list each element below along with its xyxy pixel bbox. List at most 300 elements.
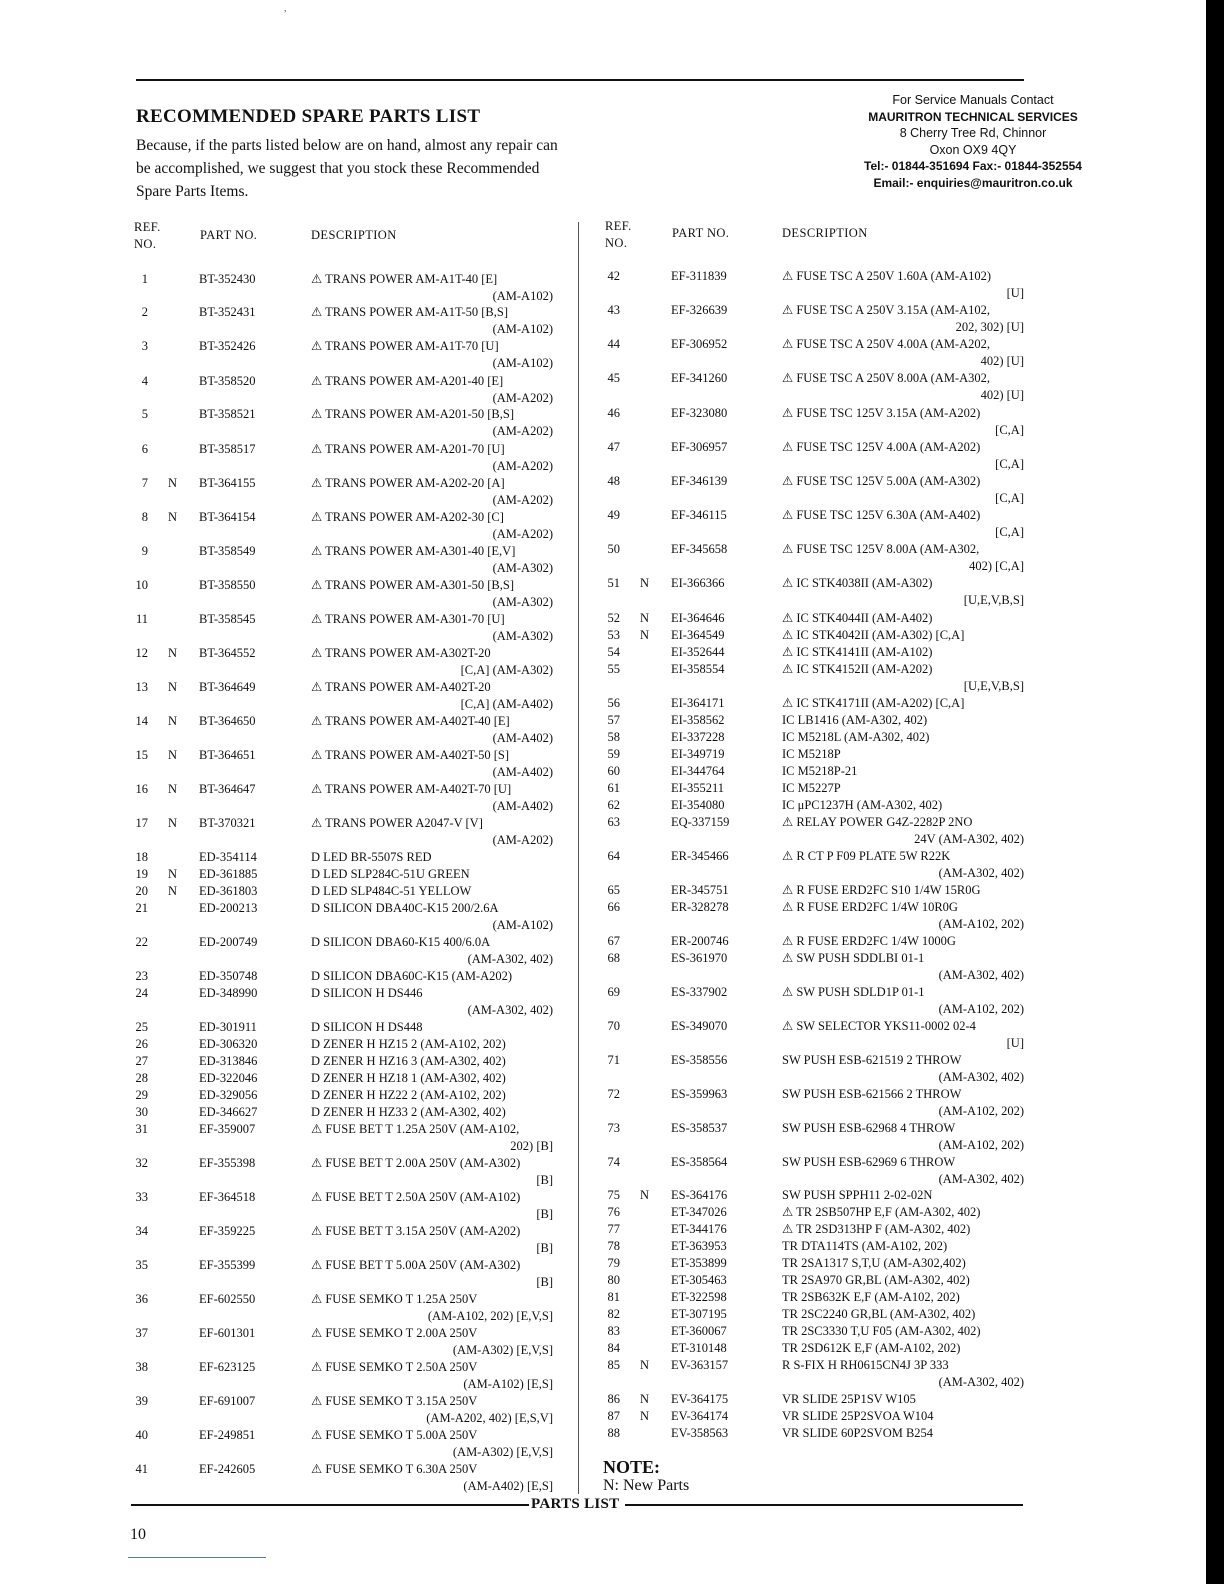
description-continued: (AM-A102) bbox=[492, 322, 553, 336]
part-number: EV-363157 bbox=[671, 1358, 729, 1372]
ref-number: 59 bbox=[607, 747, 620, 761]
description: ⚠ FUSE TSC A 250V 1.60A (AM-A102) bbox=[782, 269, 992, 283]
description-continued: (AM-A402) bbox=[492, 765, 553, 779]
part-number: EF-306952 bbox=[671, 337, 728, 351]
description-continued: (AM-A402) bbox=[492, 799, 553, 813]
part-number: ET-310148 bbox=[671, 1341, 727, 1355]
ref-number: 24 bbox=[135, 986, 148, 1000]
description: D SILICON DBA40C-K15 200/2.6A bbox=[311, 901, 499, 915]
description-continued: (AM-A302, 402) bbox=[467, 952, 553, 966]
ref-number: 58 bbox=[607, 730, 620, 744]
part-number: EV-358563 bbox=[671, 1426, 729, 1440]
description: IC LB1416 (AM-A302, 402) bbox=[782, 713, 928, 727]
part-number: EF-323080 bbox=[671, 406, 728, 420]
description: ⚠ TRANS POWER AM-A201-40 [E] bbox=[311, 374, 504, 388]
ref-number: 52 bbox=[607, 611, 620, 625]
ref-number: 75 bbox=[607, 1188, 620, 1202]
ref-number: 81 bbox=[607, 1290, 620, 1304]
description: D LED SLP484C-51 YELLOW bbox=[311, 884, 472, 898]
part-number: BT-364651 bbox=[199, 748, 256, 762]
description: ⚠ TRANS POWER AM-A201-50 [B,S] bbox=[311, 407, 515, 421]
ref-number: 67 bbox=[607, 934, 620, 948]
note-text: N: New Parts bbox=[603, 1477, 690, 1494]
right-part-header: PART NO. bbox=[672, 226, 730, 240]
ref-number: 20 bbox=[135, 884, 148, 898]
part-number: EF-355399 bbox=[199, 1258, 256, 1272]
description: ⚠ FUSE SEMKO T 6.30A 250V bbox=[311, 1462, 478, 1476]
part-number: EV-364175 bbox=[671, 1392, 729, 1406]
description-continued: [C,A] bbox=[995, 423, 1024, 437]
description-continued: [C,A] bbox=[995, 525, 1024, 539]
description: ⚠ FUSE SEMKO T 1.25A 250V bbox=[311, 1292, 478, 1306]
description: IC μPC1237H (AM-A302, 402) bbox=[782, 798, 943, 812]
description-continued: 202) [B] bbox=[510, 1139, 553, 1153]
description-continued: (AM-A302) bbox=[492, 561, 553, 575]
description: D ZENER H HZ22 2 (AM-A102, 202) bbox=[311, 1088, 506, 1102]
contact-company: MAURITRON TECHNICAL SERVICES bbox=[868, 109, 1078, 124]
ref-number: 19 bbox=[135, 867, 148, 881]
part-number: BT-370321 bbox=[199, 816, 256, 830]
description: ⚠ FUSE TSC A 250V 3.15A (AM-A102, bbox=[782, 303, 991, 317]
description: ⚠ IC STK4042II (AM-A302) [C,A] bbox=[782, 628, 965, 642]
part-number: EF-623125 bbox=[199, 1360, 256, 1374]
description: ⚠ FUSE TSC A 250V 4.00A (AM-A202, bbox=[782, 337, 991, 351]
description-continued: [B] bbox=[536, 1207, 553, 1221]
ref-number: 43 bbox=[607, 303, 620, 317]
description-continued: (AM-A202) bbox=[492, 833, 553, 847]
ref-number: 7 bbox=[141, 476, 148, 490]
ref-header-line1: REF. bbox=[134, 220, 161, 234]
ref-number: 44 bbox=[607, 337, 620, 351]
description-continued: [B] bbox=[536, 1173, 553, 1187]
part-number: EI-364549 bbox=[671, 628, 725, 642]
ref-number: 11 bbox=[135, 612, 148, 626]
right-desc-header: DESCRIPTION bbox=[782, 226, 868, 240]
description: D SILICON DBA60-K15 400/6.0A bbox=[311, 935, 491, 949]
description: ⚠ TRANS POWER AM-A402T-70 [U] bbox=[311, 782, 512, 796]
description: D ZENER H HZ33 2 (AM-A302, 402) bbox=[311, 1105, 506, 1119]
description-continued: 402) [U] bbox=[980, 354, 1024, 368]
part-number: EI-352644 bbox=[671, 645, 725, 659]
ref-number: 55 bbox=[607, 662, 620, 676]
left-ref-header bbox=[134, 219, 161, 253]
part-number: ED-313846 bbox=[199, 1054, 258, 1068]
description-continued: [U,E,V,B,S] bbox=[963, 679, 1024, 693]
new-marker: N bbox=[168, 646, 178, 660]
description-continued: [C,A] (AM-A402) bbox=[460, 697, 553, 711]
ref-number: 47 bbox=[607, 440, 620, 454]
description: SW PUSH ESB-621566 2 THROW bbox=[782, 1087, 962, 1101]
new-marker: N bbox=[168, 816, 178, 830]
blue-underline bbox=[128, 1557, 266, 1558]
contact-phone: Tel:- 01844-351694 Fax:- 01844-352554 bbox=[864, 159, 1082, 173]
description-continued: [B] bbox=[536, 1275, 553, 1289]
description: ⚠ FUSE TSC 125V 6.30A (AM-A402) bbox=[782, 508, 981, 522]
ref-number: 66 bbox=[607, 900, 620, 914]
ref-number: 18 bbox=[135, 850, 148, 864]
ref-number: 26 bbox=[135, 1037, 148, 1051]
ref-number: 6 bbox=[141, 442, 148, 456]
part-number: EF-359225 bbox=[199, 1224, 256, 1238]
description: ⚠ IC STK4141II (AM-A102) bbox=[782, 645, 933, 659]
description: IC M5218P-21 bbox=[782, 764, 858, 778]
part-number: BT-352430 bbox=[199, 272, 256, 286]
part-number: EF-346139 bbox=[671, 474, 728, 488]
description: ⚠ TRANS POWER AM-A301-70 [U] bbox=[311, 612, 505, 626]
part-number: ED-306320 bbox=[199, 1037, 258, 1051]
part-number: ET-307195 bbox=[671, 1307, 727, 1321]
part-number: BT-352431 bbox=[199, 305, 256, 319]
part-number: EI-364646 bbox=[671, 611, 725, 625]
description-continued: (AM-A302, 402) bbox=[938, 1070, 1024, 1084]
description-continued: [U] bbox=[1006, 286, 1024, 300]
ref-number: 57 bbox=[607, 713, 620, 727]
description: ⚠ R FUSE ERD2FC 1/4W 1000G bbox=[782, 934, 956, 948]
ref-number: 9 bbox=[141, 544, 148, 558]
description: TR 2SA970 GR,BL (AM-A302, 402) bbox=[782, 1273, 970, 1287]
part-number: ED-354114 bbox=[199, 850, 257, 864]
ref-number: 37 bbox=[135, 1326, 148, 1340]
description: VR SLIDE 60P2SVOM B254 bbox=[782, 1426, 934, 1440]
part-number: EI-358554 bbox=[671, 662, 725, 676]
part-number: ED-350748 bbox=[199, 969, 258, 983]
ref-number: 30 bbox=[135, 1105, 148, 1119]
new-marker: N bbox=[640, 576, 650, 590]
part-number: EI-364171 bbox=[671, 696, 725, 710]
part-number: ES-361970 bbox=[671, 951, 728, 965]
description: ⚠ IC STK4171II (AM-A202) [C,A] bbox=[782, 696, 965, 710]
ref-number: 33 bbox=[135, 1190, 148, 1204]
description: ⚠ FUSE TSC 125V 4.00A (AM-A202) bbox=[782, 440, 981, 454]
description: ⚠ FUSE BET T 3.15A 250V (AM-A202) bbox=[311, 1224, 521, 1238]
description: ⚠ TRANS POWER AM-A1T-70 [U] bbox=[311, 339, 499, 353]
new-marker: N bbox=[168, 680, 178, 694]
ref-number: 78 bbox=[607, 1239, 620, 1253]
ref-number: 77 bbox=[607, 1222, 620, 1236]
note-title: NOTE: bbox=[603, 1457, 661, 1477]
part-number: BT-364155 bbox=[199, 476, 256, 490]
description: ⚠ FUSE BET T 5.00A 250V (AM-A302) bbox=[311, 1258, 521, 1272]
column-divider bbox=[578, 222, 579, 1494]
new-marker: N bbox=[168, 867, 178, 881]
description: ⚠ FUSE SEMKO T 5.00A 250V bbox=[311, 1428, 478, 1442]
ref-header-line2: NO. bbox=[605, 236, 628, 250]
description-continued: (AM-A202) bbox=[492, 527, 553, 541]
description-continued: (AM-A102, 202) bbox=[938, 917, 1024, 931]
description: ⚠ TRANS POWER AM-A1T-40 [E] bbox=[311, 272, 498, 286]
description: ⚠ FUSE SEMKO T 3.15A 250V bbox=[311, 1394, 478, 1408]
ref-number: 36 bbox=[135, 1292, 148, 1306]
ref-number: 86 bbox=[607, 1392, 620, 1406]
part-number: BT-358521 bbox=[199, 407, 256, 421]
contact-postcode: Oxon OX9 4QY bbox=[929, 142, 1017, 157]
description-continued: (AM-A302) bbox=[492, 629, 553, 643]
part-number: EF-311839 bbox=[671, 269, 727, 283]
right-ref-header bbox=[605, 218, 632, 252]
part-number: ED-361885 bbox=[199, 867, 258, 881]
ref-number: 51 bbox=[607, 576, 620, 590]
part-number: EF-364518 bbox=[199, 1190, 256, 1204]
part-number: BT-358549 bbox=[199, 544, 256, 558]
contact-email: Email:- enquiries@mauritron.co.uk bbox=[873, 175, 1073, 190]
description-continued: [U,E,V,B,S] bbox=[963, 593, 1024, 607]
description: ⚠ SW PUSH SDLD1P 01-1 bbox=[782, 985, 925, 999]
description-continued: (AM-A402) [E,S] bbox=[463, 1479, 553, 1493]
description: IC M5218P bbox=[782, 747, 841, 761]
part-number: ER-345466 bbox=[671, 849, 729, 863]
ref-number: 16 bbox=[135, 782, 148, 796]
description-continued: (AM-A102, 202) bbox=[938, 1138, 1024, 1152]
ref-number: 65 bbox=[607, 883, 620, 897]
footer-label: PARTS LIST bbox=[531, 1496, 620, 1512]
ref-number: 70 bbox=[607, 1019, 620, 1033]
description-continued: [B] bbox=[536, 1241, 553, 1255]
part-number: ES-358556 bbox=[671, 1053, 728, 1067]
description: ⚠ SW SELECTOR YKS11-0002 02-4 bbox=[782, 1019, 976, 1033]
description: ⚠ TRANS POWER AM-A402T-20 bbox=[311, 680, 491, 694]
new-marker: N bbox=[640, 611, 650, 625]
ref-number: 50 bbox=[607, 542, 620, 556]
new-marker: N bbox=[640, 628, 650, 642]
description-continued: 24V (AM-A302, 402) bbox=[914, 832, 1024, 846]
ref-number: 31 bbox=[135, 1122, 148, 1136]
ref-number: 76 bbox=[607, 1205, 620, 1219]
ref-number: 40 bbox=[135, 1428, 148, 1442]
part-number: ER-345751 bbox=[671, 883, 729, 897]
new-marker: N bbox=[168, 714, 178, 728]
description-continued: (AM-A102, 202) [E,V,S] bbox=[427, 1309, 553, 1323]
top-rule bbox=[136, 79, 1024, 81]
part-number: BT-358545 bbox=[199, 612, 256, 626]
description: R S-FIX H RH0615CN4J 3P 333 bbox=[782, 1358, 949, 1372]
description-continued: (AM-A302, 402) bbox=[938, 866, 1024, 880]
part-number: EF-249851 bbox=[199, 1428, 256, 1442]
ref-header-line2: NO. bbox=[134, 237, 157, 251]
part-number: EF-242605 bbox=[199, 1462, 256, 1476]
part-number: EV-364174 bbox=[671, 1409, 729, 1423]
description: D ZENER H HZ18 1 (AM-A302, 402) bbox=[311, 1071, 506, 1085]
contact-line: For Service Manuals Contact bbox=[892, 93, 1054, 107]
description-continued: 402) [U] bbox=[980, 388, 1024, 402]
ref-number: 13 bbox=[135, 680, 148, 694]
description: D ZENER H HZ15 2 (AM-A102, 202) bbox=[311, 1037, 506, 1051]
part-number: ET-360067 bbox=[671, 1324, 727, 1338]
description-continued: (AM-A102) [E,S] bbox=[463, 1377, 553, 1391]
part-number: BT-358517 bbox=[199, 442, 256, 456]
description: ⚠ TRANS POWER AM-A301-50 [B,S] bbox=[311, 578, 515, 592]
description: SW PUSH ESB-62969 6 THROW bbox=[782, 1155, 956, 1169]
part-number: EF-341260 bbox=[671, 371, 728, 385]
ref-number: 34 bbox=[135, 1224, 148, 1238]
ref-number: 88 bbox=[607, 1426, 620, 1440]
description: D SILICON H DS446 bbox=[311, 986, 423, 1000]
description: ⚠ IC STK4152II (AM-A202) bbox=[782, 662, 933, 676]
ref-number: 14 bbox=[135, 714, 148, 728]
description-continued: (AM-A302) [E,V,S] bbox=[452, 1445, 553, 1459]
description: ⚠ FUSE BET T 1.25A 250V (AM-A102, bbox=[311, 1122, 520, 1136]
description: VR SLIDE 25P1SV W105 bbox=[782, 1392, 916, 1406]
part-number: ED-301911 bbox=[199, 1020, 257, 1034]
part-number: EF-345658 bbox=[671, 542, 728, 556]
new-marker: N bbox=[168, 748, 178, 762]
description-continued: (AM-A302, 402) bbox=[938, 1172, 1024, 1186]
ref-number: 63 bbox=[607, 815, 620, 829]
ref-number: 32 bbox=[135, 1156, 148, 1170]
ref-number: 25 bbox=[135, 1020, 148, 1034]
ref-number: 72 bbox=[607, 1087, 620, 1101]
description: TR 2SD612K E,F (AM-A102, 202) bbox=[782, 1341, 961, 1355]
description-continued: (AM-A202) bbox=[492, 424, 553, 438]
part-number: BT-364649 bbox=[199, 680, 256, 694]
description: ⚠ TRANS POWER A2047-V [V] bbox=[311, 816, 483, 830]
description-continued: (AM-A102) bbox=[492, 289, 553, 303]
description: ⚠ IC STK4044II (AM-A402) bbox=[782, 611, 933, 625]
new-marker: N bbox=[168, 884, 178, 898]
ref-number: 56 bbox=[607, 696, 620, 710]
ref-number: 2 bbox=[141, 305, 148, 319]
ref-number: 83 bbox=[607, 1324, 620, 1338]
description: IC M5227P bbox=[782, 781, 841, 795]
part-number: ES-337902 bbox=[671, 985, 728, 999]
ref-number: 10 bbox=[135, 578, 148, 592]
description-continued: (AM-A402) bbox=[492, 731, 553, 745]
ref-number: 69 bbox=[607, 985, 620, 999]
new-marker: N bbox=[640, 1409, 650, 1423]
description: ⚠ TRANS POWER AM-A402T-50 [S] bbox=[311, 748, 510, 762]
description-continued: 402) [C,A] bbox=[969, 559, 1024, 573]
description-continued: (AM-A102) bbox=[492, 356, 553, 370]
description: TR 2SC2240 GR,BL (AM-A302, 402) bbox=[782, 1307, 976, 1321]
ref-number: 21 bbox=[135, 901, 148, 915]
part-number: EI-354080 bbox=[671, 798, 725, 812]
part-number: ED-200749 bbox=[199, 935, 258, 949]
description-continued: [C,A] bbox=[995, 457, 1024, 471]
new-marker: N bbox=[168, 782, 178, 796]
ref-number: 3 bbox=[141, 339, 148, 353]
left-part-header: PART NO. bbox=[200, 228, 258, 242]
part-number: ES-358537 bbox=[671, 1121, 728, 1135]
part-number: EF-355398 bbox=[199, 1156, 256, 1170]
new-marker: N bbox=[168, 510, 178, 524]
description-continued: (AM-A102, 202) bbox=[938, 1104, 1024, 1118]
ref-number: 23 bbox=[135, 969, 148, 983]
description-continued: (AM-A202) bbox=[492, 459, 553, 473]
description-continued: (AM-A202, 402) [E,S,V] bbox=[426, 1411, 553, 1425]
footer-rule-right bbox=[625, 1504, 1023, 1506]
description-continued: (AM-A202) bbox=[492, 391, 553, 405]
part-number: BT-364647 bbox=[199, 782, 256, 796]
description-continued: (AM-A302, 402) bbox=[938, 968, 1024, 982]
description: ⚠ FUSE SEMKO T 2.00A 250V bbox=[311, 1326, 478, 1340]
description: ⚠ FUSE BET T 2.50A 250V (AM-A102) bbox=[311, 1190, 521, 1204]
ref-number: 4 bbox=[141, 374, 148, 388]
ref-number: 17 bbox=[135, 816, 148, 830]
part-number: ER-328278 bbox=[671, 900, 729, 914]
part-number: ED-200213 bbox=[199, 901, 258, 915]
ref-number: 82 bbox=[607, 1307, 620, 1321]
new-marker: N bbox=[640, 1188, 650, 1202]
contact-block bbox=[830, 92, 1116, 191]
description: TR 2SA1317 S,T,U (AM-A302,402) bbox=[782, 1256, 966, 1270]
description: D ZENER H HZ16 3 (AM-A302, 402) bbox=[311, 1054, 506, 1068]
intro-text: Because, if the parts listed below are on hand, almost any repair can be accomplished, we suggest that you stock these Recommended Spare Parts Items. bbox=[136, 137, 558, 200]
ref-number: 46 bbox=[607, 406, 620, 420]
part-number: BT-358520 bbox=[199, 374, 256, 388]
part-number: BT-364552 bbox=[199, 646, 256, 660]
ref-number: 60 bbox=[607, 764, 620, 778]
ref-number: 42 bbox=[607, 269, 620, 283]
ref-number: 61 bbox=[607, 781, 620, 795]
part-number: EI-344764 bbox=[671, 764, 725, 778]
part-number: EI-337228 bbox=[671, 730, 725, 744]
part-number: ES-364176 bbox=[671, 1188, 728, 1202]
ref-number: 49 bbox=[607, 508, 620, 522]
description: ⚠ TRANS POWER AM-A1T-50 [B,S] bbox=[311, 305, 508, 319]
part-number: ES-349070 bbox=[671, 1019, 728, 1033]
description: D LED SLP284C-51U GREEN bbox=[311, 867, 470, 881]
description: ⚠ TRANS POWER AM-A301-40 [E,V] bbox=[311, 544, 516, 558]
description: ⚠ TRANS POWER AM-A202-20 [A] bbox=[311, 476, 505, 490]
part-number: ET-347026 bbox=[671, 1205, 727, 1219]
ref-number: 53 bbox=[607, 628, 620, 642]
description: ⚠ R CT P F09 PLATE 5W R22K bbox=[782, 849, 951, 863]
part-number: ED-348990 bbox=[199, 986, 258, 1000]
ref-number: 48 bbox=[607, 474, 620, 488]
ref-number: 27 bbox=[135, 1054, 148, 1068]
description: ⚠ SW PUSH SDDLBI 01-1 bbox=[782, 951, 925, 965]
description: ⚠ TRANS POWER AM-A402T-40 [E] bbox=[311, 714, 510, 728]
part-number: ES-358564 bbox=[671, 1155, 728, 1169]
part-number: EQ-337159 bbox=[671, 815, 730, 829]
description: ⚠ TRANS POWER AM-A201-70 [U] bbox=[311, 442, 505, 456]
description: ⚠ FUSE SEMKO T 2.50A 250V bbox=[311, 1360, 478, 1374]
description: ⚠ FUSE TSC 125V 8.00A (AM-A302, bbox=[782, 542, 980, 556]
part-number: ED-329056 bbox=[199, 1088, 258, 1102]
description-continued: 202, 302) [U] bbox=[955, 320, 1024, 334]
ref-number: 45 bbox=[607, 371, 620, 385]
part-number: EF-602550 bbox=[199, 1292, 256, 1306]
ref-number: 28 bbox=[135, 1071, 148, 1085]
description-continued: (AM-A102) bbox=[492, 918, 553, 932]
ref-number: 39 bbox=[135, 1394, 148, 1408]
ref-number: 80 bbox=[607, 1273, 620, 1287]
ref-number: 85 bbox=[607, 1358, 620, 1372]
description: SW PUSH SPPH11 2-02-02N bbox=[782, 1188, 933, 1202]
description-continued: (AM-A202) bbox=[492, 493, 553, 507]
ref-number: 38 bbox=[135, 1360, 148, 1374]
description: TR DTA114TS (AM-A102, 202) bbox=[782, 1239, 948, 1253]
left-desc-header: DESCRIPTION bbox=[311, 228, 397, 242]
part-number: EF-691007 bbox=[199, 1394, 256, 1408]
part-number: EI-355211 bbox=[671, 781, 724, 795]
description: ⚠ FUSE TSC A 250V 8.00A (AM-A302, bbox=[782, 371, 991, 385]
description: ⚠ RELAY POWER G4Z-2282P 2NO bbox=[782, 815, 973, 829]
new-marker: N bbox=[168, 476, 178, 490]
part-number: ET-305463 bbox=[671, 1273, 727, 1287]
part-number: BT-364154 bbox=[199, 510, 256, 524]
contact-address: 8 Cherry Tree Rd, Chinnor bbox=[899, 126, 1047, 140]
ref-number: 79 bbox=[607, 1256, 620, 1270]
part-number: ED-361803 bbox=[199, 884, 258, 898]
part-number: ES-359963 bbox=[671, 1087, 728, 1101]
part-number: ET-363953 bbox=[671, 1239, 727, 1253]
description: ⚠ FUSE TSC 125V 5.00A (AM-A302) bbox=[782, 474, 981, 488]
ref-number: 41 bbox=[135, 1462, 148, 1476]
ref-number: 1 bbox=[141, 272, 148, 286]
description-continued: (AM-A302) bbox=[492, 595, 553, 609]
description: SW PUSH ESB-621519 2 THROW bbox=[782, 1053, 962, 1067]
note-block bbox=[603, 1458, 689, 1496]
